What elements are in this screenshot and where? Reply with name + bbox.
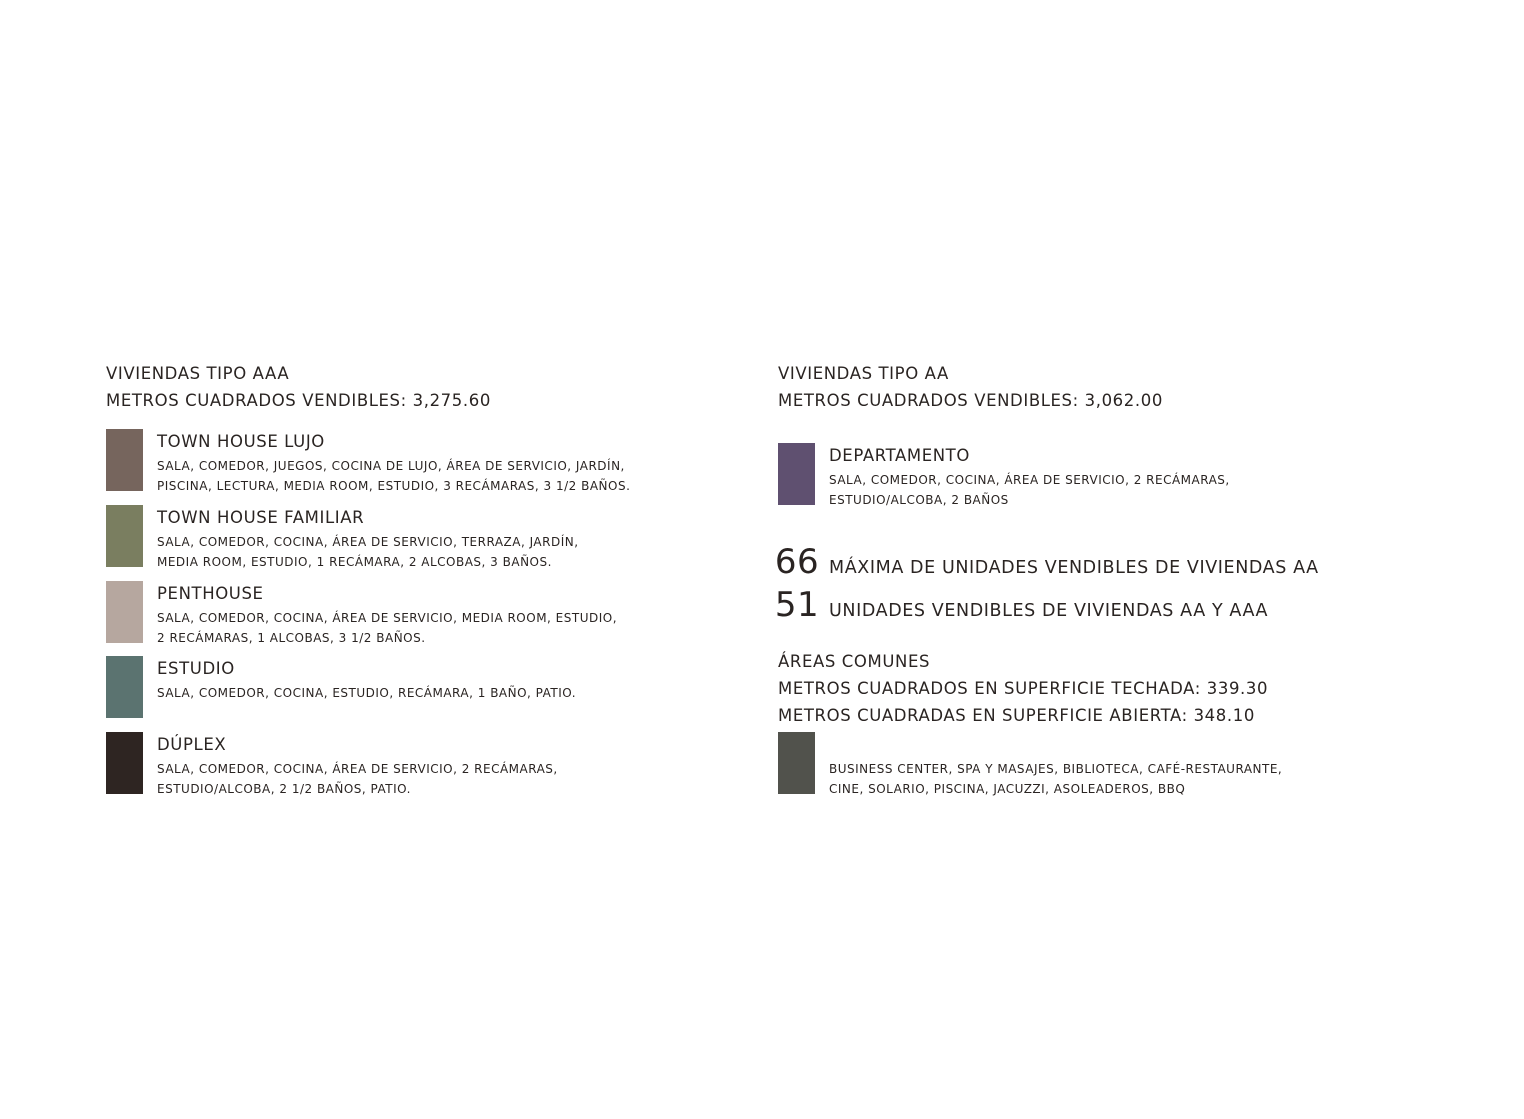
color-swatch [106, 429, 143, 491]
section-area: METROS CUADRADOS VENDIBLES: 3,275.60 [106, 391, 491, 410]
description-line: SALA, COMEDOR, COCINA, ÁREA DE SERVICIO, 2 RECÁMARAS, [829, 473, 1230, 487]
color-swatch [778, 443, 815, 505]
section-title: VIVIENDAS TIPO AAA [106, 364, 290, 383]
common-areas-block [778, 648, 1268, 729]
color-swatch [778, 732, 815, 794]
description-line: 2 RECÁMARAS, 1 ALCOBAS, 3 1/2 BAÑOS. [157, 631, 426, 645]
description-line: MEDIA ROOM, ESTUDIO, 1 RECÁMARA, 2 ALCOBAS, 3 BAÑOS. [157, 555, 552, 569]
item-description [157, 456, 630, 496]
description-line: ESTUDIO/ALCOBA, 2 BAÑOS [829, 493, 1009, 507]
viviendas-aaa-section [106, 360, 726, 796]
description-line: SALA, COMEDOR, COCINA, ÁREA DE SERVICIO, 2 RECÁMARAS, [157, 762, 558, 776]
item-title: DÚPLEX [157, 735, 227, 754]
item-description [157, 532, 579, 572]
legend-item-duplex [106, 732, 726, 794]
legend-item-town-house-familiar [106, 505, 726, 567]
color-swatch [106, 581, 143, 643]
color-swatch [106, 505, 143, 567]
item-title: TOWN HOUSE LUJO [157, 432, 325, 451]
common-areas-open: METROS CUADRADAS EN SUPERFICIE ABIERTA: 348.10 [778, 706, 1255, 725]
viviendas-aa-section [774, 360, 1398, 796]
item-description [157, 683, 576, 703]
color-swatch [106, 656, 143, 718]
item-description [157, 759, 558, 799]
section-area: METROS CUADRADOS VENDIBLES: 3,062.00 [778, 391, 1163, 410]
description-line: ESTUDIO/ALCOBA, 2 1/2 BAÑOS, PATIO. [157, 782, 411, 796]
description-line: PISCINA, LECTURA, MEDIA ROOM, ESTUDIO, 3 RECÁMARAS, 3 1/2 BAÑOS. [157, 479, 631, 493]
section-title: VIVIENDAS TIPO AA [778, 364, 949, 383]
item-title: DEPARTAMENTO [829, 446, 970, 465]
item-title: ESTUDIO [157, 659, 235, 678]
item-description [829, 759, 1282, 799]
description-line: SALA, COMEDOR, COCINA, ÁREA DE SERVICIO, MEDIA ROOM, ESTUDIO, [157, 611, 618, 625]
legend-item-penthouse [106, 581, 726, 643]
item-title: PENTHOUSE [157, 584, 264, 603]
legend-item-town-house-lujo [106, 429, 726, 491]
description-line: SALA, COMEDOR, COCINA, ÁREA DE SERVICIO, TERRAZA, JARDÍN, [157, 535, 579, 549]
item-description [829, 470, 1230, 510]
item-description [157, 608, 617, 648]
description-line: BUSINESS CENTER, SPA Y MASAJES, BIBLIOTECA, CAFÉ-RESTAURANTE, [829, 762, 1283, 776]
description-line: SALA, COMEDOR, JUEGOS, COCINA DE LUJO, ÁREA DE SERVICIO, JARDÍN, [157, 459, 625, 473]
description-line: CINE, SOLARIO, PISCINA, JACUZZI, ASOLEADEROS, BBQ [829, 782, 1186, 796]
stat-number: 51 [774, 585, 820, 625]
stat-label: MÁXIMA DE UNIDADES VENDIBLES DE VIVIENDAS AA [829, 558, 1319, 578]
item-title: TOWN HOUSE FAMILIAR [157, 508, 365, 527]
legend-item-departamento [778, 443, 1398, 505]
description-line: SALA, COMEDOR, COCINA, ESTUDIO, RECÁMARA, 1 BAÑO, PATIO. [157, 686, 577, 700]
legend-item-common-areas [778, 732, 1398, 794]
legend-item-estudio [106, 656, 726, 718]
common-areas-title: ÁREAS COMUNES [778, 652, 931, 671]
stat-label: UNIDADES VENDIBLES DE VIVIENDAS AA Y AAA [829, 601, 1269, 621]
color-swatch [106, 732, 143, 794]
stat-number: 66 [774, 542, 820, 582]
common-areas-roofed: METROS CUADRADOS EN SUPERFICIE TECHADA: 339.30 [778, 679, 1269, 698]
